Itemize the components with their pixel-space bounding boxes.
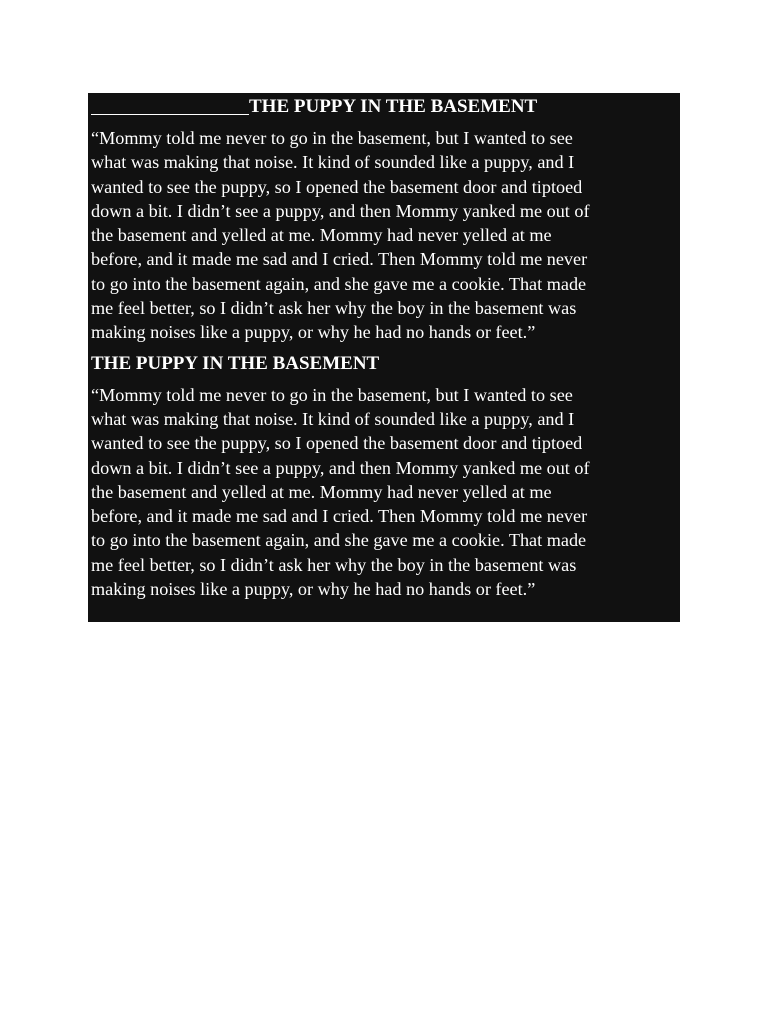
story-heading-first <box>91 93 680 119</box>
paragraph-line: down a bit. I didn’t see a puppy, and then Mommy yanked me out of <box>91 200 590 221</box>
paragraph-line: down a bit. I didn’t see a puppy, and then Mommy yanked me out of <box>91 457 590 478</box>
paragraph-line: what was making that noise. It kind of sounded like a puppy, and I <box>91 152 575 173</box>
blank-underline <box>91 114 249 115</box>
story-paragraph-second <box>91 383 680 602</box>
paragraph-line: before, and it made me sad and I cried. Then Mommy told me never <box>91 506 588 527</box>
paragraph-line: the basement and yelled at me. Mommy had never yelled at me <box>91 225 552 246</box>
paragraph-line: before, and it made me sad and I cried. Then Mommy told me never <box>91 249 588 270</box>
story-title-second: THE PUPPY IN THE BASEMENT <box>91 352 380 374</box>
paragraph-line: what was making that noise. It kind of sounded like a puppy, and I <box>91 408 575 429</box>
paragraph-line: making noises like a puppy, or why he had no hands or feet.” <box>91 579 536 600</box>
paragraph-line: to go into the basement again, and she gave me a cookie. That made <box>91 273 587 294</box>
story-block <box>88 93 680 622</box>
paragraph-line: wanted to see the puppy, so I opened the basement door and tiptoed <box>91 433 583 454</box>
paragraph-line: “Mommy told me never to go in the basement, but I wanted to see <box>91 128 573 148</box>
paragraph-line: to go into the basement again, and she gave me a cookie. That made <box>91 530 587 551</box>
paragraph-line: making noises like a puppy, or why he had no hands or feet.” <box>91 322 536 343</box>
story-title-first: THE PUPPY IN THE BASEMENT <box>249 96 538 117</box>
paragraph-line: me feel better, so I didn’t ask her why the boy in the basement was <box>91 298 577 319</box>
paragraph-line: wanted to see the puppy, so I opened the basement door and tiptoed <box>91 176 583 197</box>
paragraph-line: “Mommy told me never to go in the basement, but I wanted to see <box>91 384 573 405</box>
paragraph-line: me feel better, so I didn’t ask her why the boy in the basement was <box>91 554 577 575</box>
story-paragraph-first <box>91 126 680 345</box>
paragraph-line: the basement and yelled at me. Mommy had never yelled at me <box>91 481 552 502</box>
